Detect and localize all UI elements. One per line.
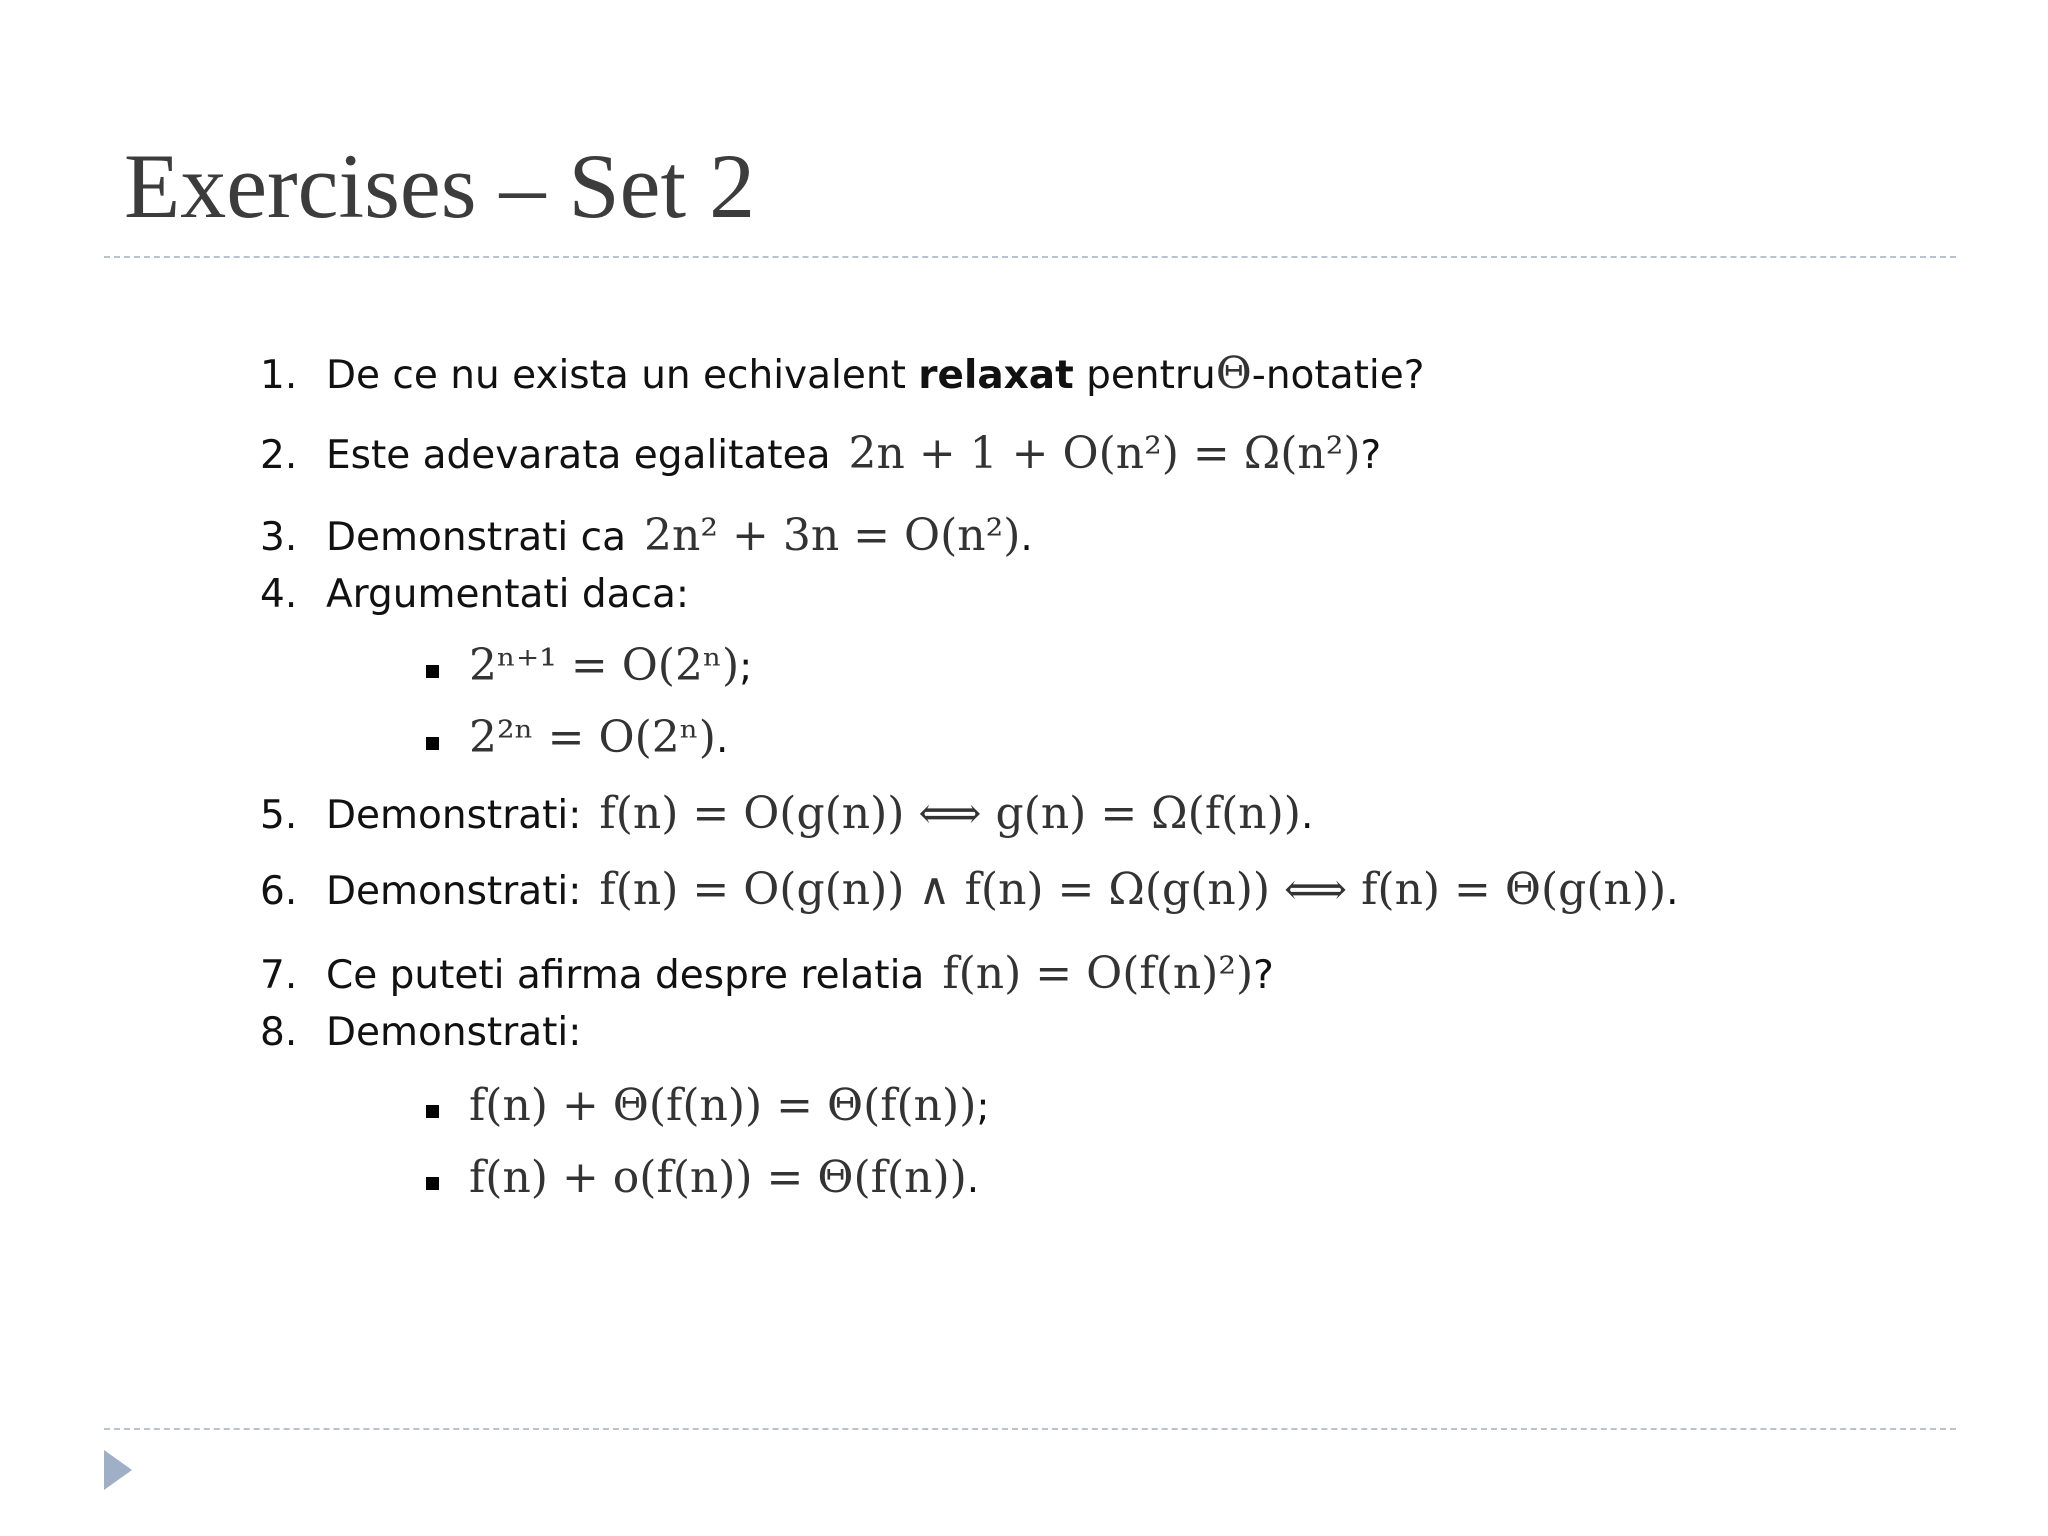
exercise-tail: .	[1300, 793, 1314, 838]
formula: f(n) = O(f(n)²)	[942, 948, 1254, 999]
exercise-text: Demonstrati:	[326, 1010, 582, 1055]
exercise-2	[260, 428, 1381, 481]
exercise-tail: .	[1666, 869, 1679, 914]
exercise-8-sub-1	[426, 1080, 990, 1133]
exercise-number: 2.	[260, 433, 298, 478]
formula: 2ⁿ⁺¹ = O(2ⁿ)	[469, 640, 740, 691]
exercise-text: Demonstrati ca	[326, 515, 627, 560]
square-bullet-icon	[426, 665, 439, 678]
exercise-5	[260, 788, 1313, 841]
exercise-8	[260, 1010, 581, 1057]
theta-symbol: Θ	[1215, 348, 1252, 399]
exercise-4-sub-2	[426, 712, 728, 765]
exercise-text: Argumentati daca:	[326, 572, 690, 617]
exercise-7	[260, 948, 1274, 1001]
exercise-number: 5.	[260, 793, 298, 838]
formula: f(n) = O(g(n)) ∧ f(n) = Ω(g(n)) ⟺ f(n) = Θ(g(n))	[599, 864, 1667, 915]
exercise-number: 4.	[260, 572, 298, 617]
bottom-divider	[104, 1428, 1956, 1430]
exercise-text: Demonstrati:	[326, 793, 582, 838]
exercise-text: Ce puteti afirma despre relatia	[326, 953, 925, 998]
exercise-number: 3.	[260, 515, 298, 560]
formula: f(n) + Θ(f(n)) = Θ(f(n))	[469, 1080, 977, 1131]
exercise-1	[260, 348, 1424, 401]
exercise-3	[260, 510, 1033, 563]
exercise-4	[260, 572, 689, 619]
exercise-8-sub-2	[426, 1152, 979, 1205]
exercise-tail: -notatie?	[1251, 353, 1425, 398]
exercise-number: 7.	[260, 953, 298, 998]
exercise-tail: ;	[976, 1085, 990, 1130]
top-divider	[104, 256, 1956, 258]
exercise-number: 6.	[260, 869, 298, 914]
exercise-tail: .	[715, 717, 729, 762]
exercise-text: De ce nu exista un echivalent relaxat pentru	[326, 353, 1216, 398]
exercise-tail: .	[966, 1157, 980, 1202]
exercise-6	[260, 864, 1679, 917]
exercise-text: Este adevarata egalitatea	[326, 433, 831, 478]
formula: f(n) = O(g(n)) ⟺ g(n) = Ω(f(n))	[599, 788, 1301, 839]
square-bullet-icon	[426, 1177, 439, 1190]
exercise-number: 1.	[260, 353, 298, 398]
formula: f(n) + o(f(n)) = Θ(f(n))	[469, 1152, 967, 1203]
exercise-tail: ;	[739, 645, 753, 690]
exercise-tail: ?	[1360, 433, 1382, 478]
exercise-tail: ?	[1253, 953, 1274, 998]
slide-title: Exercises – Set 2	[124, 135, 756, 237]
exercise-tail: .	[1020, 515, 1033, 560]
triangle-right-icon	[102, 1448, 134, 1492]
exercise-text: Demonstrati:	[326, 869, 582, 914]
formula: 2²ⁿ = O(2ⁿ)	[469, 712, 716, 763]
formula: 2n + 1 + O(n²) = Ω(n²)	[848, 428, 1361, 479]
exercise-4-sub-1	[426, 640, 752, 693]
exercise-number: 8.	[260, 1010, 298, 1055]
formula: 2n² + 3n = O(n²)	[644, 510, 1021, 561]
square-bullet-icon	[426, 737, 439, 750]
square-bullet-icon	[426, 1105, 439, 1118]
